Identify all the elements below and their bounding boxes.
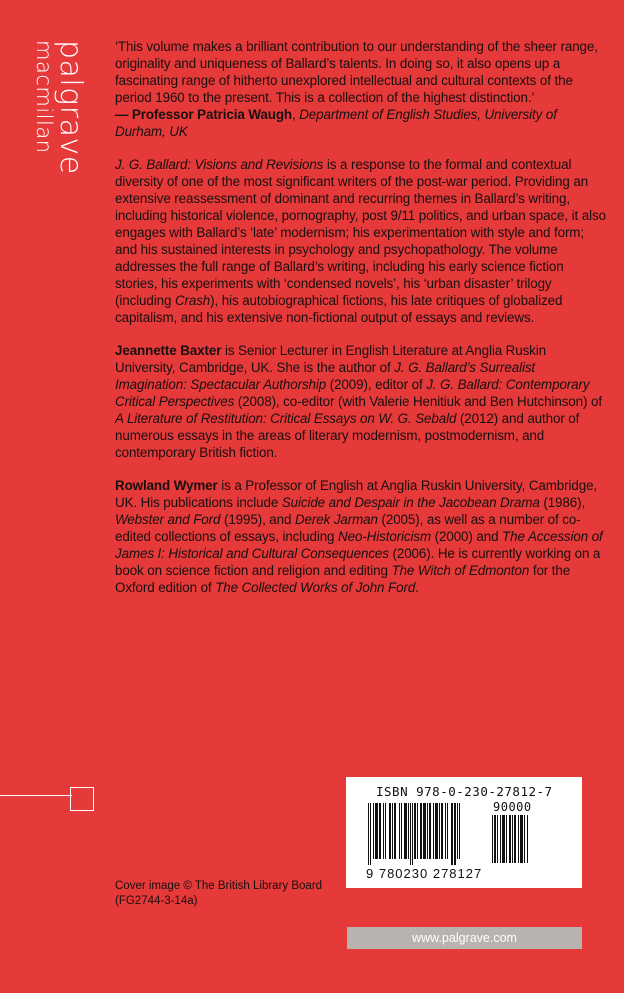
addon-barcode-bars [492, 815, 556, 865]
barcode-bar [420, 803, 422, 859]
description-text: is a response to the formal and contextual diversity of one of the most significant writers of the post-war period. Providing an extensive reassessment of dominant and recurring themes in Ballard’s writing, including historical violence, pornography, post 9/11 politics, and urban space, it also engages with Ballard’s ‘late’ modernism; his experimentation with style and form; and his sustained interests in psychology and psychopathology. The volume addresses the full range of Ballard’s writing, including his early science fiction stories, his experiments with ‘condensed novels’, his ‘urban disaster’ trilogy (including [115, 157, 606, 308]
barcode-bar [445, 803, 446, 859]
barcode-bar [412, 803, 413, 865]
book-title: J. G. Ballard: Visions and Revisions [115, 157, 324, 172]
bio-text: (2000) and [431, 529, 503, 544]
barcode-bar [373, 803, 374, 859]
barcode-bar [494, 815, 496, 863]
book-title: Neo-Historicism [338, 529, 432, 544]
bio-text: for the Oxford edition of [115, 563, 571, 595]
bio-text: (1995), and [220, 512, 295, 527]
crash-title: Crash [174, 293, 211, 308]
attribution-affiliation: Department of English Studies, University of Durham, UK [115, 107, 557, 139]
barcode-bar [441, 803, 443, 859]
barcode-bar [514, 815, 516, 863]
barcode-bar [435, 803, 438, 859]
barcode-bar [459, 803, 460, 859]
author-name: Jeannette Baxter [115, 343, 222, 358]
barcode-bar [404, 803, 407, 859]
author-bio-wymer [115, 477, 609, 596]
bio-text: (2008), co-editor (with Valerie Henitiuk and Ben Hutchinson) of [234, 394, 602, 409]
description-text-end: ), his autobiographical fictions, his late critiques of globalized capitalism, and his extensive non-fictional output of essays and reviews. [115, 293, 563, 325]
barcode-bar [500, 815, 501, 863]
barcode-bar [433, 803, 434, 859]
decorative-square [70, 787, 94, 811]
price-addon-digits: 90000 [493, 800, 532, 814]
bio-text: (2009), editor of [326, 377, 427, 392]
barcode-bar [520, 815, 523, 863]
attribution-name: — Professor Patricia Waugh [115, 107, 292, 122]
barcode-bar [454, 803, 456, 865]
back-cover-text [115, 38, 609, 612]
barcode-bar [518, 815, 519, 863]
barcode-bar [370, 803, 371, 865]
barcode-bar [399, 803, 400, 859]
barcode-bar [383, 803, 384, 859]
barcode-bar [392, 803, 393, 859]
book-title: The Accession of James I: Historical and Cultural Consequences [115, 529, 603, 561]
bio-text: (2012) and author of numerous essays in the areas of literary modernism, postmodernism, and contemporary British fiction. [115, 411, 580, 460]
book-title: J. G. Ballard: Contemporary Critical Perspectives [115, 377, 590, 409]
barcode-bar [512, 815, 513, 863]
credit-line-1: Cover image © The British Library Board [115, 880, 323, 892]
barcode-bar [394, 803, 396, 859]
decorative-line [0, 795, 72, 796]
barcode-bar [375, 803, 378, 859]
barcode-bar [423, 803, 426, 859]
barcode-bar [451, 803, 453, 865]
barcode-bar [429, 803, 431, 859]
isbn-barcode [346, 777, 582, 888]
book-title: J. G. Ballard’s Surrealist Imagination: Spectacular Authorship [115, 360, 536, 392]
barcode-bar [379, 803, 381, 859]
publisher-logo [28, 40, 88, 180]
barcode-bar [401, 803, 402, 859]
barcode-bar [368, 803, 369, 865]
credit-line-2: (FG2744-3-14a) [115, 895, 198, 907]
barcode-bar [524, 815, 525, 863]
bio-text: (1986), [539, 495, 586, 510]
barcode-bar [408, 803, 409, 859]
website-link[interactable]: www.palgrave.com [347, 927, 582, 949]
isbn-label: ISBN 978-0-230-27812-7 [376, 784, 553, 799]
author-bio-baxter [115, 342, 609, 461]
book-title: The Witch of Edmonton [391, 563, 530, 578]
endorsement-quote [115, 38, 609, 140]
barcode-bar [457, 803, 458, 859]
quote-attribution: — Professor Patricia Waugh, Department of English Studies, University of Durham, UK [115, 107, 557, 139]
barcode-bar [447, 803, 448, 859]
barcode-bar [497, 815, 498, 863]
book-description [115, 156, 609, 326]
bio-text: (2005), as well as a number of co-edited collections of essays, including [115, 512, 581, 544]
barcode-bar [502, 815, 505, 863]
barcode-bar [509, 815, 511, 863]
barcode-bar [385, 803, 386, 859]
book-title: The Collected Works of John Ford [215, 580, 416, 595]
bio-text: is Senior Lecturer in English Literature at Anglia Ruskin University, Cambridge, UK. She is the author of [115, 343, 547, 375]
book-title: A Literature of Restitution: Critical Essays on W. G. Sebald [115, 411, 457, 426]
barcode-bar [427, 803, 428, 859]
bio-text: is a Professor of English at Anglia Ruskin University, Cambridge, UK. His publications include [115, 478, 598, 510]
book-title: Webster and Ford [115, 512, 221, 527]
logo-word-palgrave: palgrave [53, 40, 88, 175]
logo-word-macmillan: macmillan [32, 40, 56, 154]
barcode-bar [410, 803, 411, 865]
barcode-bar [417, 803, 418, 859]
barcode-bar [439, 803, 440, 859]
bio-text: (2006). He is currently working on a book on science fiction and religion and editing [115, 546, 601, 578]
barcode-bar [527, 815, 528, 863]
book-title: Suicide and Despair in the Jacobean Drama [281, 495, 540, 510]
cover-image-credit [115, 879, 322, 909]
barcode-bar [389, 803, 391, 859]
ean-barcode-bars [368, 803, 488, 867]
barcode-bar [506, 815, 507, 863]
quote-text: ‘This volume makes a brilliant contribution to our understanding of the sheer range, originality and uniqueness of Ballard’s talents. In doing so, it also opens up a fascinating range of hitherto unexplored intellectual and cultural contexts of the period 1960 to the present. This is a collection of the highest distinction.’ [115, 39, 598, 105]
barcode-bar [492, 815, 493, 863]
barcode-bar [414, 803, 416, 859]
ean-digits: 9 780230 278127 [366, 866, 483, 881]
bio-text: . [415, 580, 419, 595]
book-title: Derek Jarman [294, 512, 378, 527]
author-name: Rowland Wymer [115, 478, 218, 493]
